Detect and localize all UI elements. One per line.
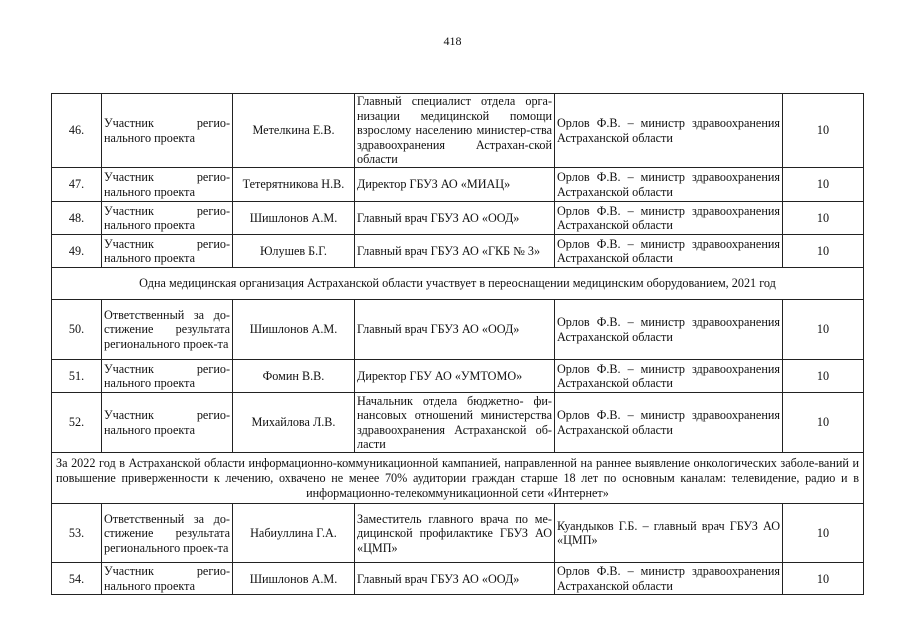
table-row (52, 393, 864, 453)
row-number: 50. (52, 300, 102, 360)
row-person-name: Набиуллина Г.А. (233, 504, 355, 563)
row-number: 54. (52, 563, 102, 595)
table-row (52, 300, 864, 360)
responsibility-table (51, 93, 864, 595)
row-position: Главный врач ГБУЗ АО «ООД» (355, 300, 555, 360)
section-header-text: Одна медицинская организация Астраханской области участвует в переоснащении медицинским оборудованием, 2021 год (52, 268, 864, 300)
row-person-name: Тетерятникова Н.В. (233, 168, 355, 202)
row-position: Директор ГБУ АО «УМТОМО» (355, 360, 555, 393)
row-person-name: Шишлонов А.М. (233, 202, 355, 235)
row-role: Участник регио-нального проекта (102, 168, 233, 202)
row-role: Участник регио-нального проекта (102, 563, 233, 595)
row-supervisor: Орлов Ф.В. – министр здравоохранения Астраханской области (555, 202, 783, 235)
row-person-name: Метелкина Е.В. (233, 94, 355, 168)
row-position: Заместитель главного врача по ме-дицинской профилактике ГБУЗ АО «ЦМП» (355, 504, 555, 563)
section-header-row (52, 268, 864, 300)
table-body (52, 94, 864, 595)
table-row (52, 94, 864, 168)
row-position: Главный специалист отдела орга-низации медицинской помощи взрослому населению министер-ства здравоохранения Астрахан-ской области (355, 94, 555, 168)
row-supervisor: Куандыков Г.Б. – главный врач ГБУЗ АО «ЦМП» (555, 504, 783, 563)
row-score: 10 (783, 202, 864, 235)
row-person-name: Михайлова Л.В. (233, 393, 355, 453)
row-score: 10 (783, 563, 864, 595)
row-score: 10 (783, 94, 864, 168)
row-supervisor: Орлов Ф.В. – министр здравоохранения Астраханской области (555, 563, 783, 595)
row-score: 10 (783, 393, 864, 453)
row-score: 10 (783, 168, 864, 202)
row-role: Ответственный за до-стижение результата регионального проек-та (102, 300, 233, 360)
row-number: 52. (52, 393, 102, 453)
row-role: Участник регио-нального проекта (102, 94, 233, 168)
row-number: 51. (52, 360, 102, 393)
row-person-name: Фомин В.В. (233, 360, 355, 393)
table-row (52, 563, 864, 595)
section-header-text: За 2022 год в Астраханской области информационно-коммуникационной кампанией, направленной на раннее выявление онкологических заболе-ваний и повышение приверженности к лечению, охвачено не менее 70% аудитории граждан старше 18 лет по основным каналам: телевидение, радио и в информационно-телекоммуникационной сети «Интернет» (52, 453, 864, 504)
row-number: 49. (52, 235, 102, 268)
page-number: 418 (443, 34, 462, 48)
section-header-row (52, 453, 864, 504)
row-number: 46. (52, 94, 102, 168)
row-role: Участник регио-нального проекта (102, 393, 233, 453)
table-row (52, 360, 864, 393)
row-score: 10 (783, 504, 864, 563)
row-position: Главный врач ГБУЗ АО «ГКБ № 3» (355, 235, 555, 268)
table-row (52, 504, 864, 563)
row-score: 10 (783, 235, 864, 268)
row-supervisor: Орлов Ф.В. – министр здравоохранения Астраханской области (555, 235, 783, 268)
row-position: Главный врач ГБУЗ АО «ООД» (355, 202, 555, 235)
row-role: Ответственный за до-стижение результата регионального проек-та (102, 504, 233, 563)
row-position: Директор ГБУЗ АО «МИАЦ» (355, 168, 555, 202)
row-number: 53. (52, 504, 102, 563)
row-role: Участник регио-нального проекта (102, 202, 233, 235)
row-position: Начальник отдела бюджетно- фи-нансовых отношений министерства здравоохранения Астраханской об-ласти (355, 393, 555, 453)
row-person-name: Шишлонов А.М. (233, 563, 355, 595)
row-role: Участник регио-нального проекта (102, 360, 233, 393)
row-number: 48. (52, 202, 102, 235)
row-score: 10 (783, 360, 864, 393)
table-row (52, 168, 864, 202)
row-role: Участник регио-нального проекта (102, 235, 233, 268)
row-score: 10 (783, 300, 864, 360)
row-person-name: Шишлонов А.М. (233, 300, 355, 360)
row-person-name: Юлушев Б.Г. (233, 235, 355, 268)
table-row (52, 202, 864, 235)
row-position: Главный врач ГБУЗ АО «ООД» (355, 563, 555, 595)
table-row (52, 235, 864, 268)
row-supervisor: Орлов Ф.В. – министр здравоохранения Астраханской области (555, 360, 783, 393)
row-number: 47. (52, 168, 102, 202)
row-supervisor: Орлов Ф.В. – министр здравоохранения Астраханской области (555, 168, 783, 202)
row-supervisor: Орлов Ф.В. – министр здравоохранения Астраханской области (555, 393, 783, 453)
row-supervisor: Орлов Ф.В. – министр здравоохранения Астраханской области (555, 300, 783, 360)
row-supervisor: Орлов Ф.В. – министр здравоохранения Астраханской области (555, 94, 783, 168)
